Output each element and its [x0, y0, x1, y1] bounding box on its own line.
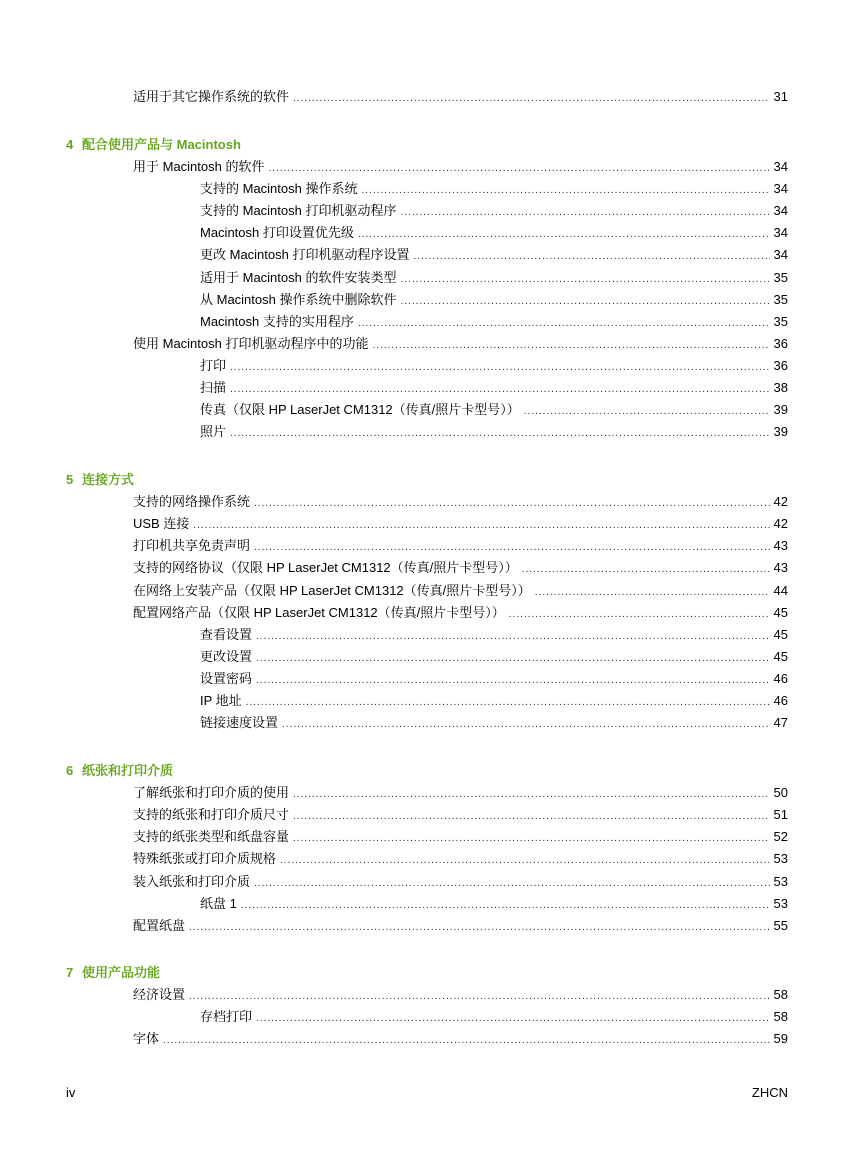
toc-entry[interactable] [133, 538, 788, 556]
toc-entry-title: 链接速度设置 [200, 715, 279, 730]
toc-entry-page: 34 [773, 159, 788, 174]
dot-leader [293, 831, 770, 847]
toc-entry-page: 36 [773, 358, 788, 373]
toc-entry[interactable] [133, 874, 788, 892]
toc-entry[interactable] [133, 987, 788, 1005]
dot-leader [230, 426, 770, 442]
chapter-number: 5 [66, 472, 74, 487]
toc-entry[interactable] [200, 225, 788, 243]
toc-entry-title: 支持的 Macintosh 打印机驱动程序 [200, 203, 397, 218]
toc-entry[interactable] [200, 402, 788, 420]
toc-entry[interactable] [200, 358, 788, 376]
toc-entry-title: 支持的 Macintosh 操作系统 [200, 181, 358, 196]
toc-entry-page: 39 [773, 424, 788, 439]
toc-entry-title: 扫描 [200, 380, 227, 395]
dot-leader [189, 920, 770, 936]
dot-leader [400, 294, 769, 310]
toc-entry-title: 支持的网络协议（仅限 HP LaserJet CM1312（传真/照片卡型号）） [133, 560, 518, 575]
toc-entry-page: 53 [773, 874, 788, 889]
toc-entry-page: 42 [773, 494, 788, 509]
chapter-title: 配合使用产品与 Macintosh [82, 137, 241, 152]
toc-entry-title: 适用于其它操作系统的软件 [133, 89, 290, 104]
toc-entry-page: 35 [773, 314, 788, 329]
toc-entry-title: 字体 [133, 1031, 160, 1046]
chapter-heading[interactable] [66, 137, 241, 153]
toc-entry-title: 支持的纸张类型和纸盘容量 [133, 829, 290, 844]
toc-entry-page: 59 [773, 1031, 788, 1046]
dot-leader [522, 562, 770, 578]
toc-entry[interactable] [200, 715, 788, 733]
chapter-heading[interactable] [66, 763, 173, 779]
footer-locale: ZHCN [751, 1085, 788, 1100]
toc-entry-title: 传真（仅限 HP LaserJet CM1312（传真/照片卡型号）） [200, 402, 520, 417]
toc-entry-page: 34 [773, 225, 788, 240]
toc-entry-page: 43 [773, 538, 788, 553]
toc-entry-title: USB 连接 [133, 516, 190, 531]
toc-entry-title: 支持的网络操作系统 [133, 494, 251, 509]
toc-entry-page: 44 [773, 583, 788, 598]
dot-leader [193, 518, 769, 534]
dot-leader [524, 404, 770, 420]
toc-entry-title: 特殊纸张或打印介质规格 [133, 851, 277, 866]
dot-leader [509, 607, 770, 623]
toc-entry[interactable] [200, 203, 788, 221]
toc-entry[interactable] [200, 1009, 788, 1027]
toc-entry[interactable] [200, 181, 788, 199]
toc-entry-title: 配置纸盘 [133, 918, 186, 933]
toc-entry-page: 34 [773, 203, 788, 218]
dot-leader [400, 205, 769, 221]
toc-entry-title: 打印 [200, 358, 227, 373]
toc-entry-page: 58 [773, 987, 788, 1002]
toc-entry-page: 38 [773, 380, 788, 395]
chapter-number: 7 [66, 965, 74, 980]
toc-entry[interactable] [200, 314, 788, 332]
toc-entry[interactable] [200, 380, 788, 398]
toc-entry[interactable] [133, 516, 788, 534]
dot-leader [268, 161, 769, 177]
toc-entry-title: Macintosh 支持的实用程序 [200, 314, 354, 329]
toc-entry-page: 34 [773, 247, 788, 262]
toc-entry-title: 用于 Macintosh 的软件 [133, 159, 265, 174]
chapter-number: 4 [66, 137, 74, 152]
toc-entry-title: 打印机共享免责声明 [133, 538, 251, 553]
chapter-title: 连接方式 [82, 472, 135, 487]
toc-entry[interactable] [133, 159, 788, 177]
dot-leader [254, 540, 770, 556]
toc-entry[interactable] [200, 292, 788, 310]
toc-entry-title: Macintosh 打印设置优先级 [200, 225, 354, 240]
toc-entry-page: 42 [773, 516, 788, 531]
chapter-heading[interactable] [66, 472, 134, 488]
toc-entry-page: 43 [773, 560, 788, 575]
toc-entry-page: 35 [773, 292, 788, 307]
toc-entry-page: 53 [773, 896, 788, 911]
toc-entry-page: 58 [773, 1009, 788, 1024]
toc-entry[interactable] [133, 560, 788, 578]
toc-entry-page: 45 [773, 649, 788, 664]
toc-entry-title: 更改设置 [200, 649, 253, 664]
dot-leader [246, 695, 770, 711]
dot-leader [358, 316, 770, 332]
dot-leader [163, 1033, 770, 1049]
toc-entry[interactable] [200, 671, 788, 689]
toc-entry[interactable] [133, 807, 788, 825]
toc-entry-title: 配置网络产品（仅限 HP LaserJet CM1312（传真/照片卡型号）） [133, 605, 505, 620]
dot-leader [241, 898, 770, 914]
toc-entry-page: 35 [773, 270, 788, 285]
toc-entry-title: 查看设置 [200, 627, 253, 642]
toc-entry[interactable] [200, 424, 788, 442]
dot-leader [282, 717, 770, 733]
toc-entry-title: 了解纸张和打印介质的使用 [133, 785, 290, 800]
toc-entry-title: 照片 [200, 424, 227, 439]
toc-entry-title: 在网络上安装产品（仅限 HP LaserJet CM1312（传真/照片卡型号）） [133, 583, 531, 598]
toc-entry-page: 36 [773, 336, 788, 351]
toc-entry[interactable] [200, 247, 788, 265]
toc-entry[interactable] [200, 270, 788, 288]
dot-leader [293, 91, 770, 107]
toc-entry[interactable] [200, 693, 788, 711]
dot-leader [189, 989, 770, 1005]
toc-entry[interactable] [200, 649, 788, 667]
toc-entry[interactable] [133, 583, 788, 601]
toc-entry[interactable] [133, 918, 788, 936]
toc-entry[interactable] [133, 89, 788, 107]
dot-leader [256, 673, 770, 689]
toc-entry-page: 53 [773, 851, 788, 866]
toc-entry[interactable] [200, 627, 788, 645]
toc-entry-title: 纸盘 1 [200, 896, 237, 911]
toc-entry-page: 31 [773, 89, 788, 104]
toc-entry-page: 45 [773, 605, 788, 620]
toc-entry[interactable] [133, 829, 788, 847]
toc-entry[interactable] [133, 851, 788, 869]
dot-leader [358, 227, 770, 243]
toc-entry-page: 39 [773, 402, 788, 417]
dot-leader [400, 272, 769, 288]
toc-entry-page: 46 [773, 671, 788, 686]
dot-leader [293, 809, 770, 825]
toc-entry-page: 51 [773, 807, 788, 822]
toc-entry-page: 52 [773, 829, 788, 844]
toc-entry-title: 装入纸张和打印介质 [133, 874, 251, 889]
dot-leader [361, 183, 769, 199]
toc-entry-page: 34 [773, 181, 788, 196]
dot-leader [535, 585, 770, 601]
toc-entry-title: 支持的纸张和打印介质尺寸 [133, 807, 290, 822]
toc-entry[interactable] [133, 494, 788, 512]
dot-leader [256, 651, 770, 667]
dot-leader [230, 360, 770, 376]
dot-leader [413, 249, 769, 265]
dot-leader [256, 629, 770, 645]
toc-entry[interactable] [133, 785, 788, 803]
dot-leader [280, 853, 770, 869]
dot-leader [254, 876, 770, 892]
chapter-title: 纸张和打印介质 [82, 763, 174, 778]
dot-leader [254, 496, 770, 512]
toc-entry-page: 55 [773, 918, 788, 933]
toc-entry-title: 存档打印 [200, 1009, 253, 1024]
toc-entry-page: 45 [773, 627, 788, 642]
footer-page-number: iv [66, 1085, 76, 1100]
toc-entry[interactable] [133, 1031, 788, 1049]
toc-entry-page: 50 [773, 785, 788, 800]
toc-entry-title: 适用于 Macintosh 的软件安装类型 [200, 270, 397, 285]
toc-entry-title: 经济设置 [133, 987, 186, 1002]
toc-entry[interactable] [133, 336, 788, 354]
dot-leader [372, 338, 769, 354]
toc-entry-title: IP 地址 [200, 693, 242, 708]
dot-leader [230, 382, 770, 398]
chapter-number: 6 [66, 763, 74, 778]
dot-leader [256, 1011, 770, 1027]
dot-leader [293, 787, 770, 803]
toc-entry-title: 更改 Macintosh 打印机驱动程序设置 [200, 247, 410, 262]
toc-entry[interactable] [200, 896, 788, 914]
toc-entry-title: 使用 Macintosh 打印机驱动程序中的功能 [133, 336, 369, 351]
chapter-heading[interactable] [66, 965, 160, 981]
toc-entry-title: 从 Macintosh 操作系统中删除软件 [200, 292, 397, 307]
toc-entry-title: 设置密码 [200, 671, 253, 686]
chapter-title: 使用产品功能 [82, 965, 161, 980]
toc-entry-page: 46 [773, 693, 788, 708]
toc-entry[interactable] [133, 605, 788, 623]
toc-entry-page: 47 [773, 715, 788, 730]
